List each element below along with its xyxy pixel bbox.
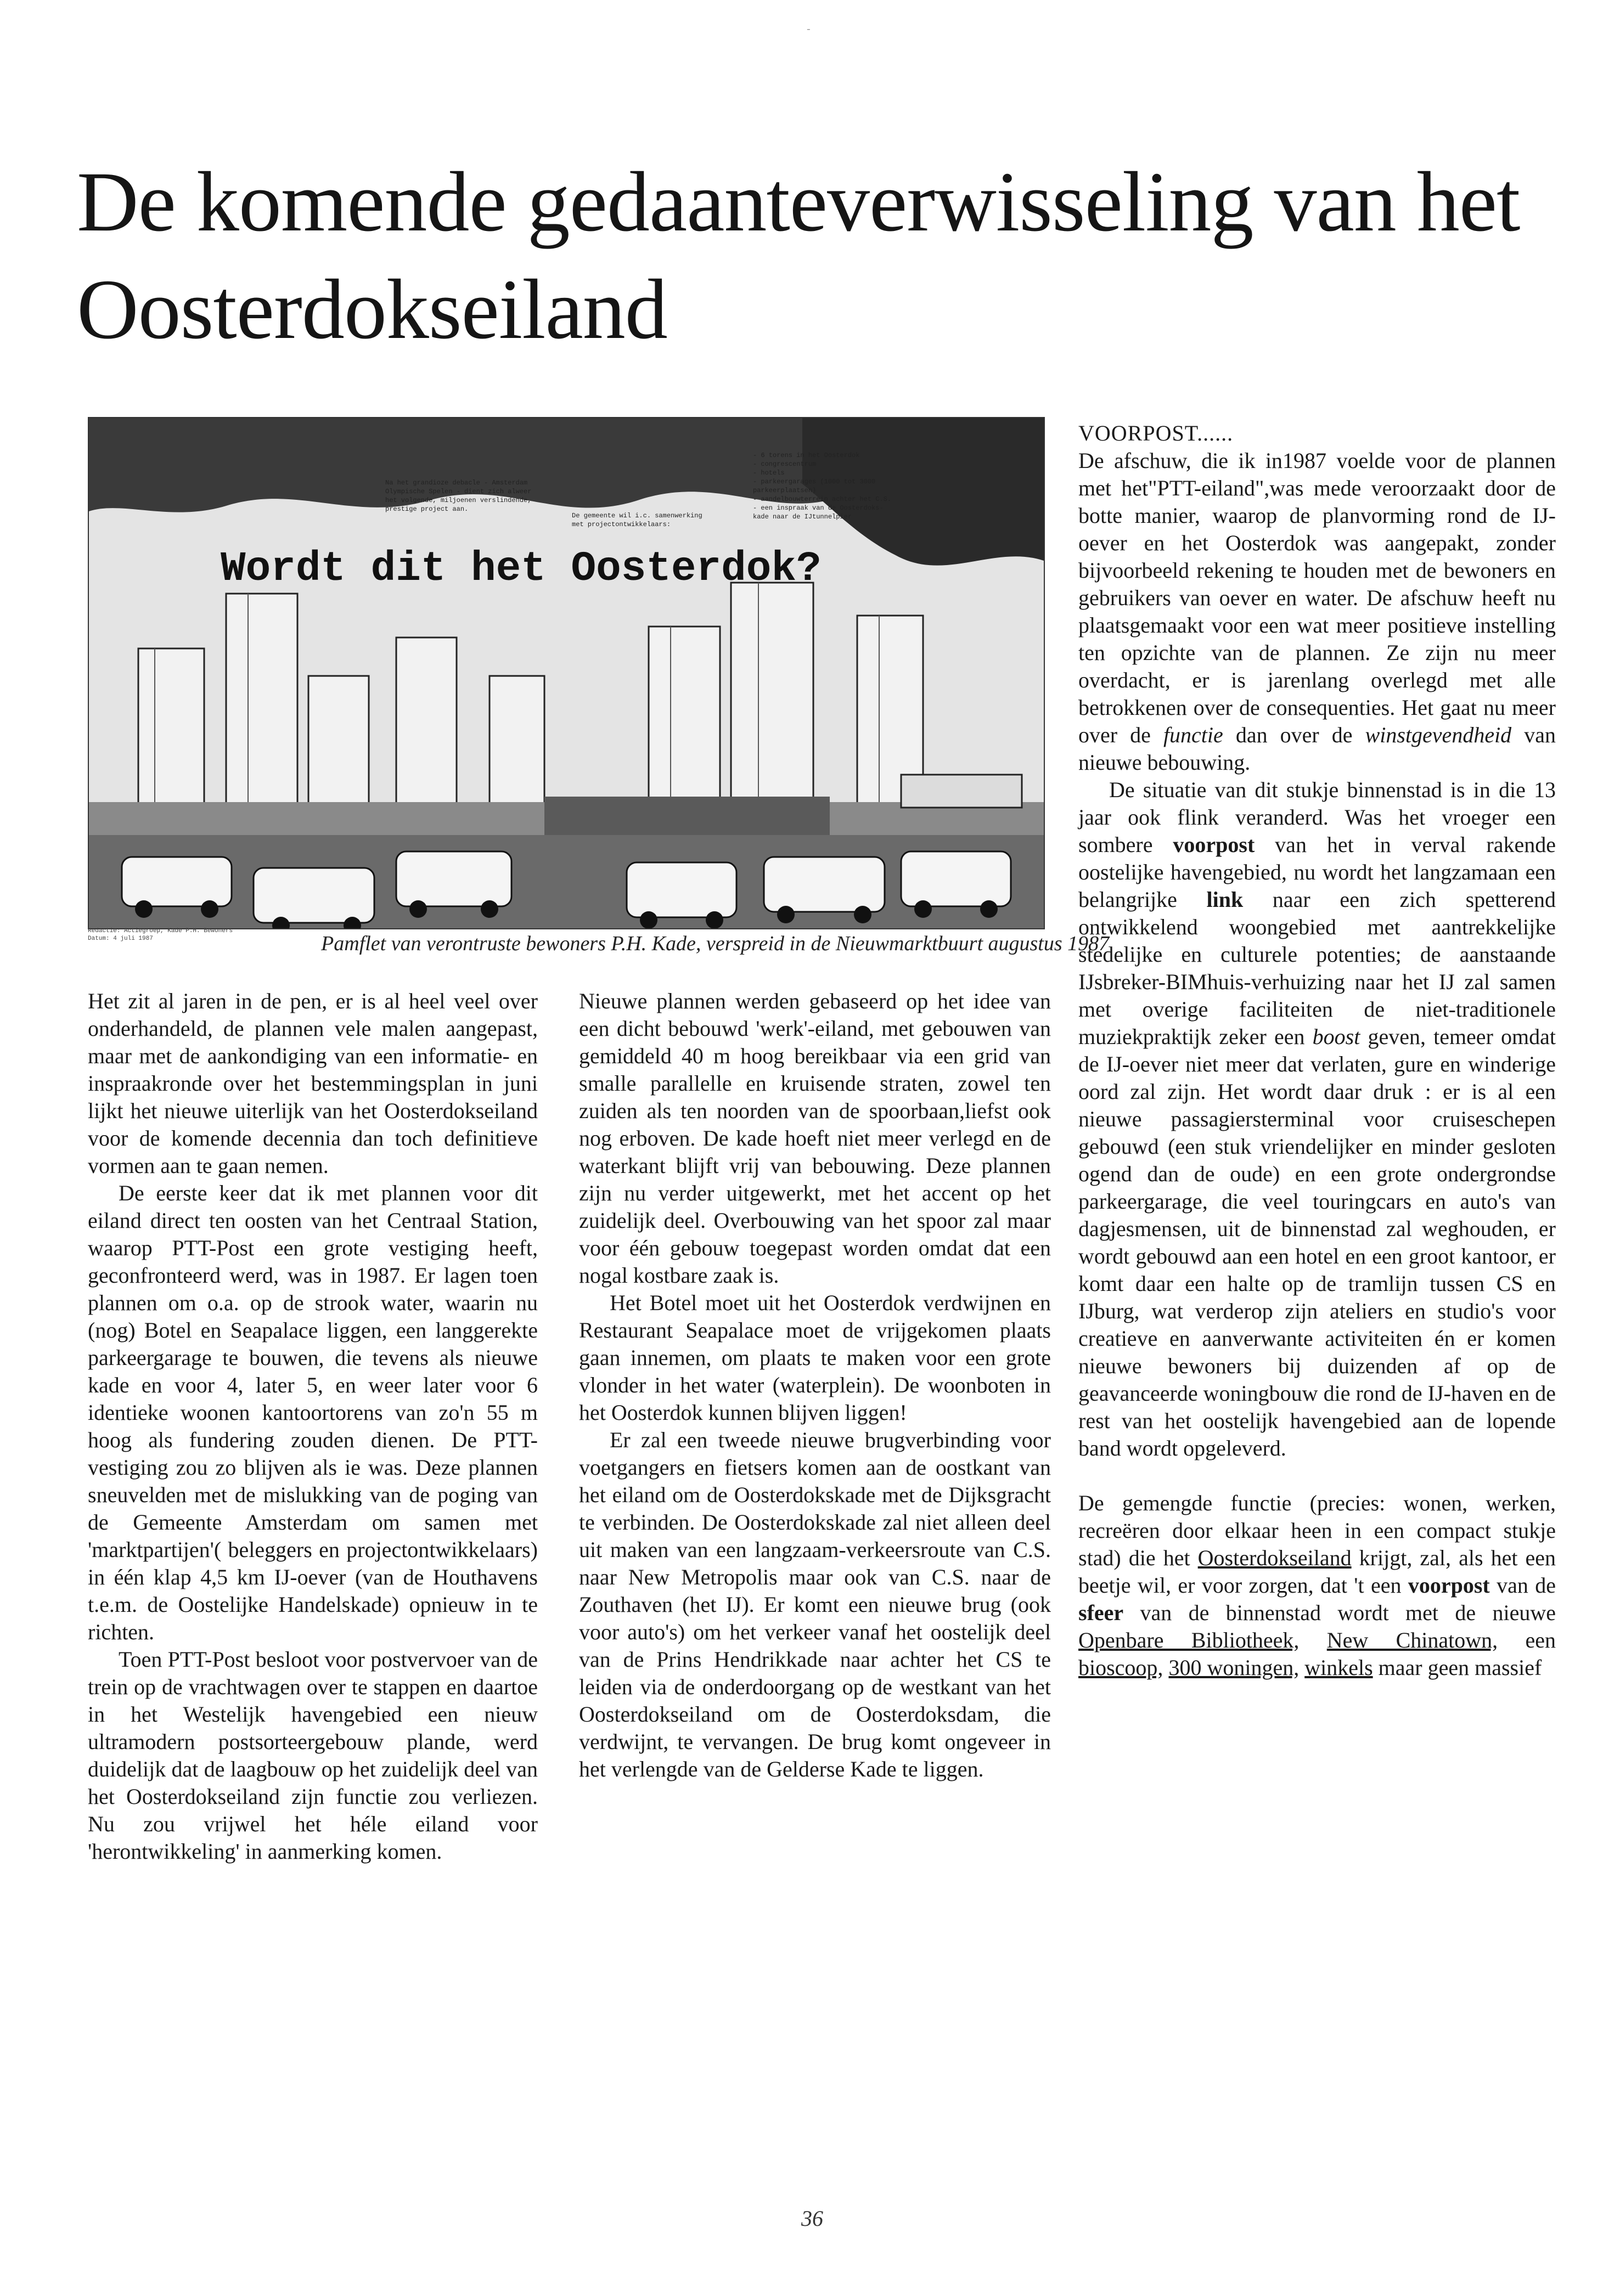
text-run: krijgt, zal, als het een beetje wil, er voor zorgen, dat 't een [1078, 1545, 1556, 1598]
underlined-bioscoop: bioscoop, [1078, 1655, 1163, 1680]
text-run: van de binnenstad wordt met de nieuwe [1123, 1600, 1556, 1625]
paragraph [1078, 1490, 1556, 1682]
underlined-winkels: winkels [1304, 1655, 1373, 1680]
emphasis-boost: boost [1312, 1024, 1360, 1049]
text-run [1299, 1655, 1304, 1680]
text-run [1299, 1628, 1326, 1652]
pamphlet-line: parkeerplaatsen) [753, 487, 817, 494]
text-run: dan over de [1223, 723, 1365, 747]
underlined-chinatown: New Chinatown, [1326, 1628, 1498, 1652]
pamphlet-line: - een inspraak van de Oosterdoks- [753, 504, 884, 512]
article-column-2 [579, 988, 1051, 1783]
text-run: van de [1489, 1573, 1556, 1598]
stamp-line: Datum: 4 juli 1987 [88, 935, 153, 942]
text-run: van nieuwe bebouwing. [1078, 723, 1556, 775]
article-column-1 [88, 988, 538, 1865]
pamphlet-line: De gemeente wil i.c. samenwerking [572, 512, 702, 520]
text-run: een [1498, 1628, 1556, 1652]
article-column-3 [1078, 420, 1556, 1682]
pamphlet-line: - parkeergarages (1000 tot 3000 [753, 478, 876, 486]
paragraph: Nieuwe plannen werden gebaseerd op het idee van een dicht bebouwd 'werk'-eiland, met gebouwen van gemiddeld 40 m hoog bereikbaar via een grid van smalle parallelle en kruisende straten, zowel ten zuiden als ten noorden van de spoorbaan,liefst ook nog erboven. De kade hoeft niet meer verlegd en de waterkant blijft vrij van bebouwing. Deze plannen zijn nu verder uitgewerkt, met het accent op het zuidelijk deel. Overbouwing van het spoor zal maar voor één gebouw toegepast worden omdat dat een nogal kostbare zaak is. [579, 989, 1051, 1288]
text-run: maar geen massief [1372, 1655, 1542, 1680]
stamp-line: Redactie: Actiegroep, Kade P.H. Bewoners [88, 928, 233, 934]
pamphlet-text-middle [572, 511, 725, 529]
text-run: De situatie van dit stukje binnenstad is in die 13 jaar ook flink veranderd. Was het vroeger een sombere [1078, 777, 1556, 857]
text-run: van het in verval rakende oostelijke havengebied, nu wordt het langzamaan een belangrijke [1078, 832, 1556, 912]
paragraph: Het zit al jaren in de pen, er is al heel veel over onderhandeld, de plannen vele malen aangepast, maar met de aankondiging van een informatie- en inspraakronde over het bestemmingsplan in juni lijkt het nieuwe uiterlijk van het Oosterdokseiland voor de komende decennia dan toch definitieve vormen aan te gaan nemen. [88, 989, 538, 1178]
pamphlet-line: - aandelbouwterrein achter het C.S. [753, 495, 892, 503]
paragraph [1078, 776, 1556, 1462]
top-mark: - [807, 22, 811, 35]
bold-link: link [1206, 887, 1244, 912]
page-title: De komende gedaanteverwisseling van het Oosterdokseiland [77, 154, 1520, 357]
pamphlet-text-right [753, 451, 918, 521]
underlined-bibliotheek: Openbare Bibliotheek, [1078, 1628, 1300, 1652]
underlined-woningen: 300 woningen, [1168, 1655, 1300, 1680]
pamphlet-line: met projectontwikkelaars: [572, 521, 671, 528]
figure-caption: Pamflet van verontruste bewoners P.H. Kade, verspreid in de Nieuwmarktbuurt augustus 1987 [321, 932, 1110, 955]
pamphlet-headline: Wordt dit het Oosterdok? [221, 545, 822, 593]
pamphlet-line: - hotels [753, 469, 785, 477]
text-run: geven, temeer omdat de IJ-oever niet meer dat verlaten, gure en winderige oord zal zijn. Het wordt daar druk : er is al een nieuwe passagiersterminal voor cruiseschepen gebouwd (een stuk vriendelijker en minder gesloten ogend dan de oude) en een grote ondergrondse parkeergarage, die veel touringcars en auto's van dagjesmensen, uit de binnenstad zal weghouden, er wordt gebouwd aan een hotel en een groot kantoor, er komt daar een halte op de tramlijn tussen CS en IJburg, wat verderop zijn ateliers en studio's voor creatieve en aanverwante activiteiten én er komen nieuwe bewoners bij duizenden af op de geavanceerde woningbouw die rond de IJ-haven en de rest van het oostelijk havengebied aan de lopende band wordt opgeleverd. [1078, 1024, 1556, 1460]
bold-sfeer: sfeer [1078, 1600, 1124, 1625]
paragraph [1078, 447, 1556, 776]
emphasis-functie: functie [1163, 723, 1223, 747]
pamphlet-line: - 6 torens in het Oosterdok [753, 452, 860, 459]
text-run [1163, 1655, 1168, 1680]
pamphlet-line: prestige project aan. [385, 505, 469, 513]
paragraph: Er zal een tweede nieuwe brugverbinding voor voetgangers en fietsers komen aan de oostkant van het eiland om de Oosterdokskade met de Dijksgracht te verbinden. De Oosterdokskade zal niet alleen deel uit maken van een langzaam-verkeersroute van C.S. naar New Metropolis maar ook van C.S. naar de Zouthaven (het IJ). Er komt een nieuwe brug (ook voor auto's) om het verkeer vanaf het oostelijk deel van de Prins Hendrikkade naar achter het CS te leiden via de onderdoorgang op de westkant van het Oosterdokseiland om de Oosterdoksdam, die verdwijnt, te vervangen. De brug komt ongeveer in het verlengde van de Gelderse Kade te liggen. [579, 1428, 1051, 1781]
bold-voorpost: voorpost [1173, 832, 1255, 857]
paragraph: Toen PTT-Post besloot voor postvervoer van de trein op de vrachtwagen over te stappen en daartoe in het Westelijk havengebied een nieuw ultramodern postsorteergebouw plande, werd duidelijk dat de laagbouw op het zuidelijk deel van het Oosterdokseiland zijn functie zou verliezen. Nu zou vrijwel het héle eiland voor 'herontwikkeling' in aanmerking komen. [88, 1647, 538, 1864]
pamphlet-line: het volgende, miljoenen verslindende, [385, 497, 532, 504]
pamphlet-text-left [385, 478, 539, 514]
emphasis-winstgevendheid: winstgevendheid [1365, 723, 1512, 747]
pamphlet-stamp [88, 927, 263, 943]
text-run: De gemengde functie (precies: wonen, werken, recreëren door elkaar heen in een compact stukje stad) die het [1078, 1491, 1556, 1570]
bold-voorpost: voorpost [1408, 1573, 1490, 1598]
pamphlet-line: Na het grandioze debacle - Amsterdam [385, 479, 528, 487]
paragraph: Het Botel moet uit het Oosterdok verdwijnen en Restaurant Seapalace moet de vrijgekomen plaats gaan innemen, om plaats te maken voor een grote vlonder in het water (waterplein). De woonboten in het Oosterdok kunnen blijven liggen! [579, 1290, 1051, 1425]
underlined-oosterdokseiland: Oosterdokseiland [1197, 1545, 1352, 1570]
pamphlet-image [88, 417, 1045, 929]
text-run: De afschuw, die ik in1987 voelde voor de plannen met het"PTT-eiland",was mede veroorzaakt door de botte manier, waarop de planvorming rond de IJ-oever en het Oosterdok was aangepakt, zonder bijvoorbeeld rekening te houden met de bewoners en gebruikers van oever en water. De afschuw heeft nu plaatsgemaakt voor een wat meer positieve instelling ten opzichte van de plannen. Ze zijn nu meer overdacht, er is jarenlang overlegd met alle betrokkenen over de consequenties. Het gaat nu meer over de [1078, 448, 1556, 747]
page-number: 36 [801, 2206, 823, 2231]
pamphlet-line: kade naar de IJtunnelpier [753, 513, 852, 521]
section-heading: VOORPOST...... [1078, 421, 1234, 445]
pamphlet-line: - congrescentrum [753, 460, 817, 468]
text-run: naar een zich spetterend ontwikkelend woongebied met aantrekkelijke stedelijke en culturele potenties; de aanstaande IJsbreker-BIMhuis-verhuizing naar het IJ zal samen met overige faciliteiten de niet-traditionele muziekpraktijk zeker een [1078, 887, 1556, 1049]
paragraph: De eerste keer dat ik met plannen voor dit eiland direct ten oosten van het Centraal Station, waarop PTT-Post een grote vestiging heeft, geconfronteerd werd, was in 1987. Er lagen toen plannen om o.a. op de strook water, waarin nu (nog) Botel en Seapalace liggen, een langgerekte parkeergarage te bouwen, die tevens als nieuwe kade en voor 4, later 5, en weer later voor 6 identieke woonen kantoortorens van zo'n 55 m hoog als fundering zouden dienen. De PTT-vestiging zou zo blijven als ie was. Deze plannen sneuvelden met de mislukking van de poging van de Gemeente Amsterdam om samen met 'marktpartijen'( beleggers en projectontwikkelaars) in één klap 4,5 km IJ-oever (van de Houthavens t.e.m. de Oostelijke Handelskade) opnieuw in te richten. [88, 1181, 538, 1644]
pamphlet-line: Olympische Spelen - dient zich alweer [385, 488, 532, 495]
